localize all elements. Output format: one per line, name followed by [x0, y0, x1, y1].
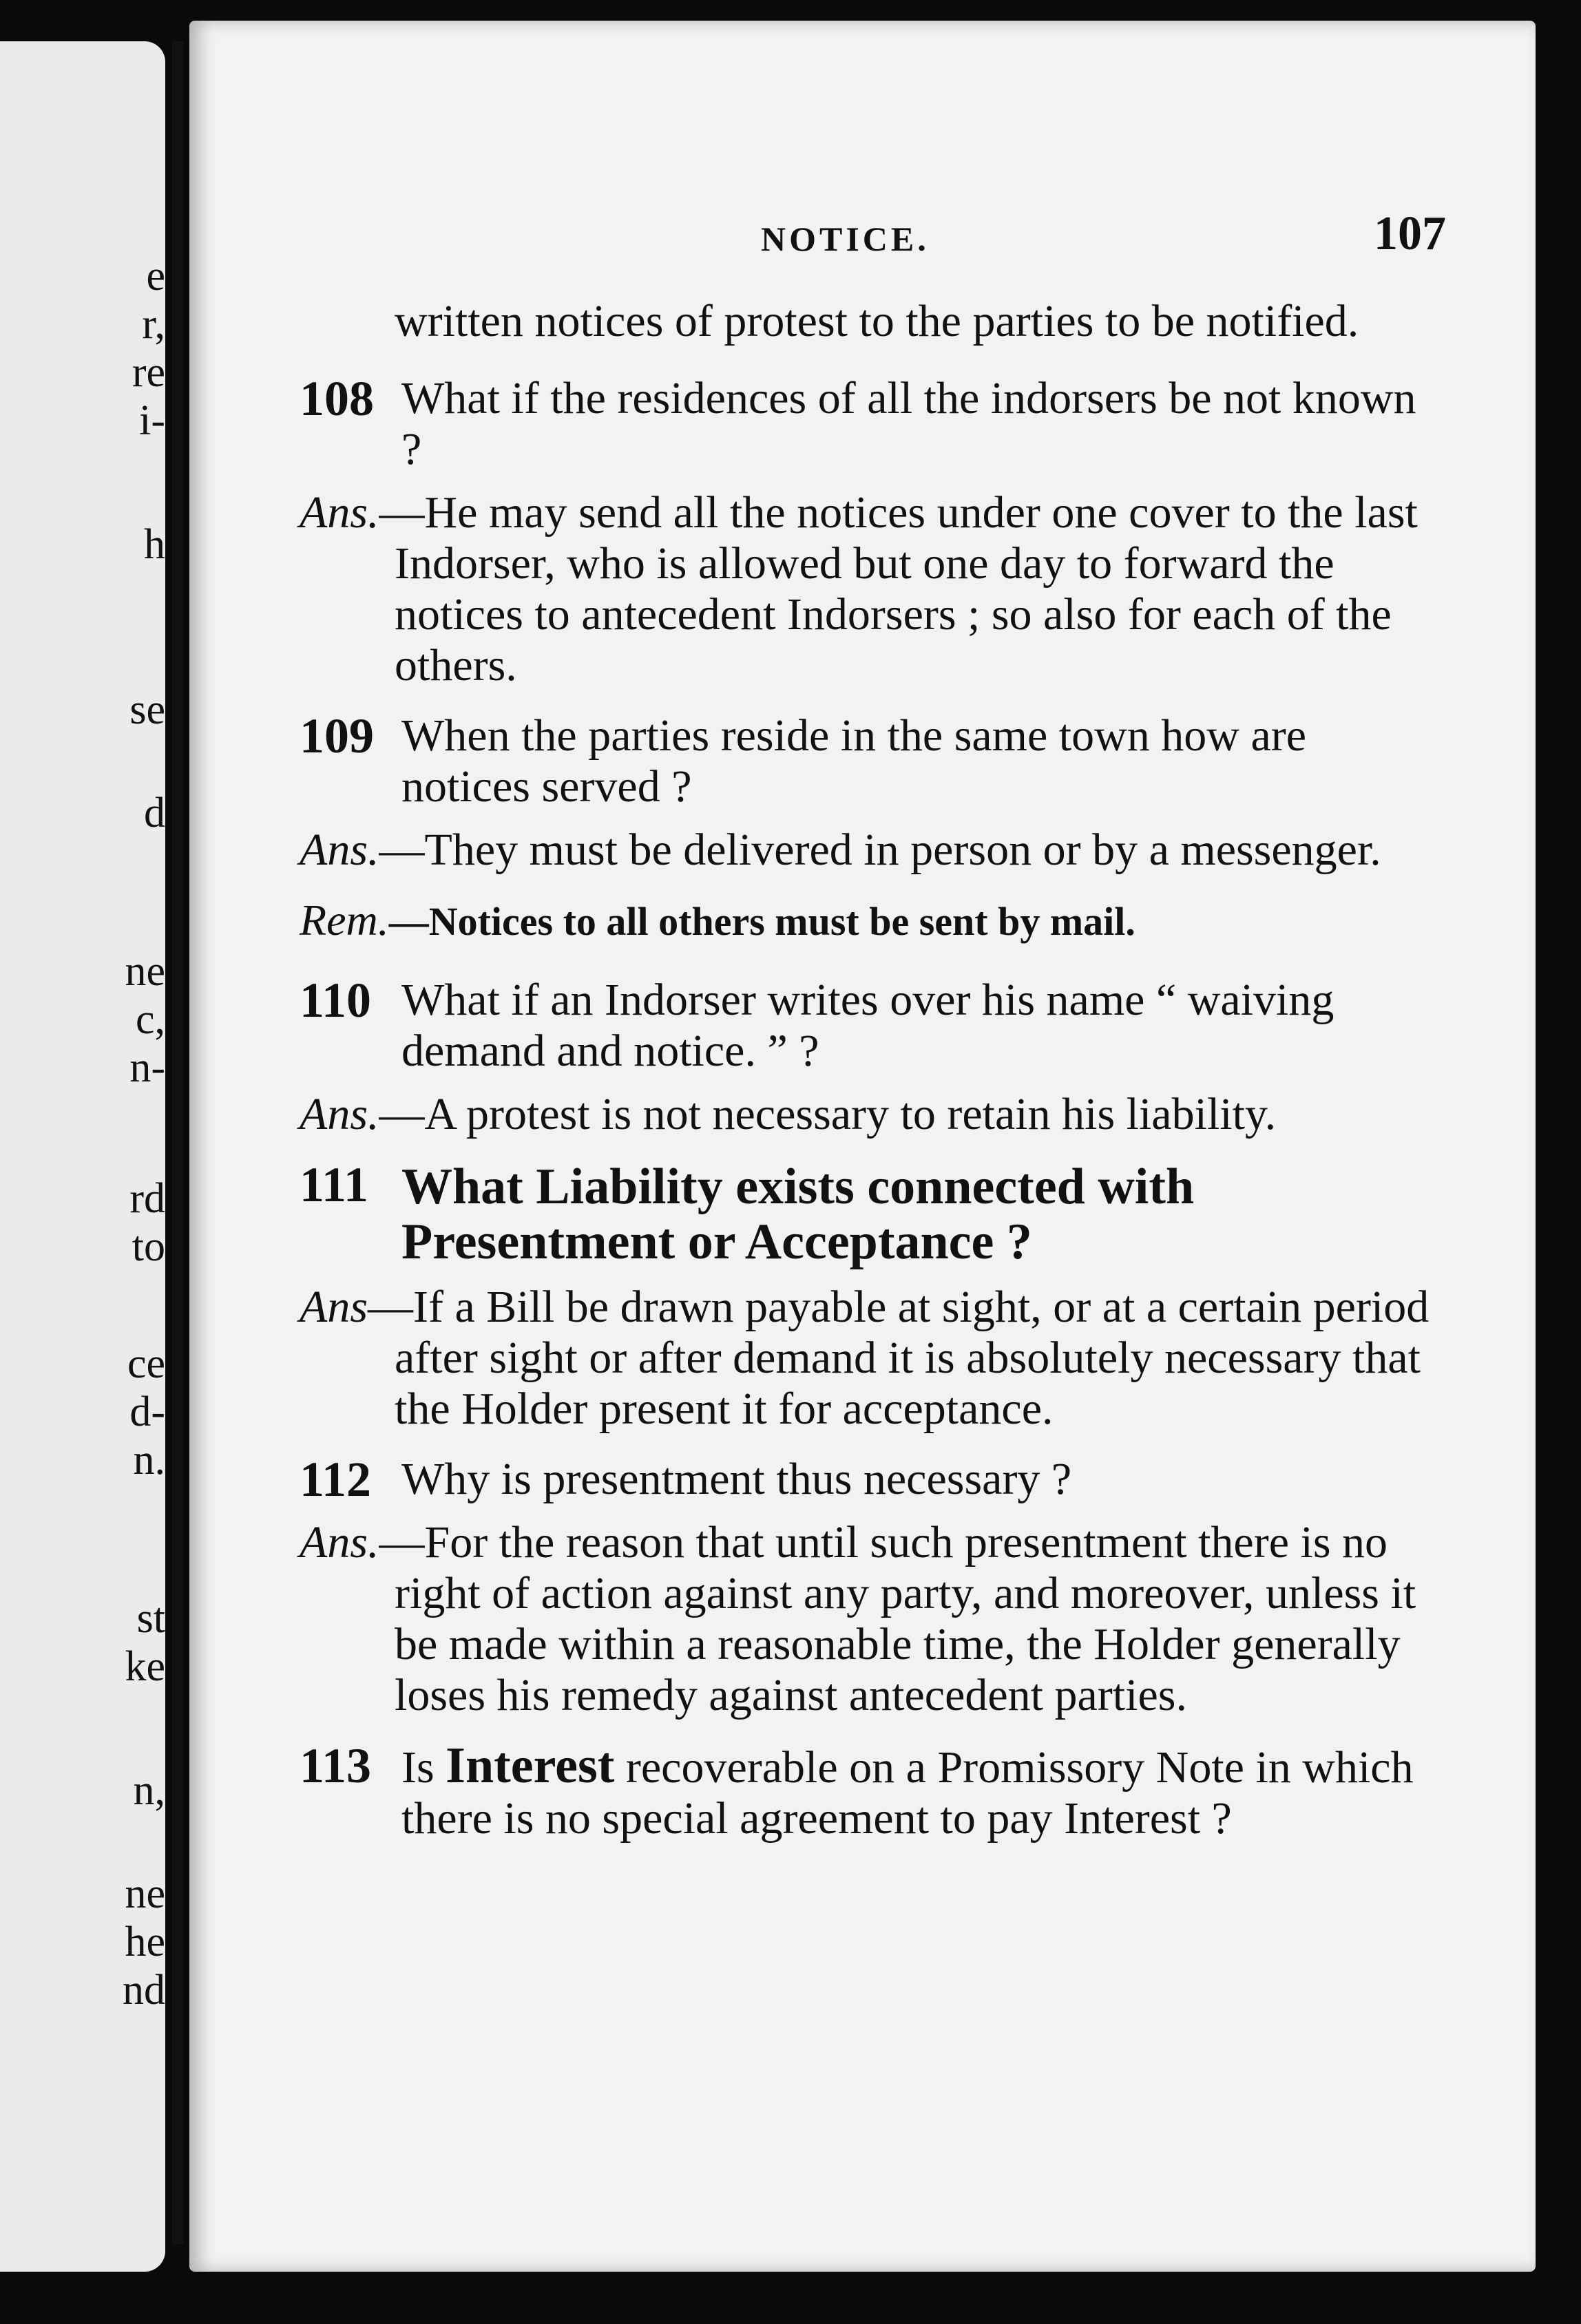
left-page-fragment: e	[146, 253, 165, 299]
question-text: What Liability exists connected with Presentment or Acceptance ?	[401, 1159, 1195, 1270]
left-page-fragment: to	[132, 1223, 165, 1270]
left-page-fragment: d	[144, 790, 165, 836]
question-text: What if the residences of all the indorsers be not known ?	[401, 373, 1416, 474]
question-text: What if an Indorser writes over his name “ waiving demand and notice. ” ?	[401, 975, 1334, 1076]
question-113	[300, 1737, 1436, 1844]
answer-text: —For the reason that until such presentment there is no right of action against any party, and moreover, unless it be made within a reasonable time, the Holder generally loses his remedy against antecedent parties.	[379, 1517, 1416, 1720]
answer-label: Ans.	[300, 1089, 379, 1139]
remark-label: Rem.	[300, 896, 389, 944]
question-number: 112	[300, 1452, 372, 1507]
question-text	[401, 1737, 1436, 1844]
left-page-edge	[0, 41, 165, 2272]
left-page-fragment: ne	[125, 1870, 165, 1917]
left-page-fragment: h	[144, 521, 165, 568]
left-page-fragment: ne	[125, 948, 165, 995]
left-page-fragment: re	[132, 349, 165, 396]
answer-text: —He may send all the notices under one cover to the last Indorser, who is allowed but one day to forward the notices to antecedent Indorsers ; so also for each of the others.	[379, 487, 1418, 690]
question-text-post: recoverable on a Promissory Note in which there is no special agreement to pay Interest ?	[401, 1742, 1414, 1844]
question-number: 111	[300, 1157, 369, 1212]
answer-label: Ans.	[300, 825, 379, 875]
answer-111	[300, 1282, 1436, 1435]
question-number: 113	[300, 1738, 372, 1793]
answer-label: Ans.	[300, 487, 379, 538]
left-page-fragment: se	[129, 686, 165, 733]
left-page-fragment: n.	[133, 1437, 165, 1483]
page-number: 107	[1374, 207, 1446, 260]
left-page-fragment: c,	[135, 996, 165, 1043]
book-spine	[172, 41, 183, 2244]
remark-text: —Notices to all others must be sent by mail.	[388, 899, 1135, 944]
left-page-fragment: st	[136, 1595, 165, 1642]
answer-108	[300, 487, 1436, 691]
question-109	[300, 710, 1436, 812]
answer-label: Ans	[300, 1282, 368, 1332]
question-text-bold: Interest	[446, 1737, 615, 1794]
answer-label: Ans.	[300, 1517, 379, 1567]
answer-112	[300, 1517, 1436, 1721]
question-112	[300, 1454, 1436, 1505]
left-page-fragment: rd	[129, 1175, 165, 1222]
left-page-fragment: ce	[127, 1340, 165, 1387]
question-110	[300, 975, 1436, 1077]
left-page-fragment: d-	[129, 1388, 165, 1435]
question-number: 109	[300, 708, 374, 763]
question-108	[300, 373, 1436, 475]
answer-text: —A protest is not necessary to retain his liability.	[379, 1089, 1277, 1139]
question-111	[300, 1159, 1436, 1269]
remark-109	[300, 895, 1436, 947]
question-number: 110	[300, 973, 372, 1028]
running-head: NOTICE.	[761, 220, 930, 258]
left-page-fragment: i-	[139, 397, 165, 444]
left-page-fragment: ke	[125, 1643, 165, 1690]
page-content	[300, 296, 1436, 1857]
question-text: When the parties reside in the same town how are notices served ?	[401, 710, 1307, 812]
question-number: 108	[300, 371, 374, 426]
continuation-paragraph: written notices of protest to the parties to be notified.	[395, 296, 1359, 346]
question-text-pre: Is	[401, 1742, 446, 1793]
left-page-fragment: nd	[123, 1967, 165, 2014]
left-page-fragment: n,	[133, 1767, 165, 1814]
book-page	[189, 21, 1536, 2272]
left-page-fragment: he	[125, 1919, 165, 1965]
page-header	[189, 207, 1536, 268]
answer-110	[300, 1089, 1436, 1140]
answer-109	[300, 825, 1436, 876]
question-text: Why is presentment thus necessary ?	[401, 1454, 1072, 1504]
answer-text: —They must be delivered in person or by a messenger.	[379, 825, 1381, 875]
answer-text: —If a Bill be drawn payable at sight, or at a certain period after sight or after demand it is absolutely necessary that the Holder present it for acceptance.	[368, 1282, 1430, 1434]
left-page-fragment: r,	[142, 301, 165, 348]
left-page-fragment: n-	[129, 1044, 165, 1091]
